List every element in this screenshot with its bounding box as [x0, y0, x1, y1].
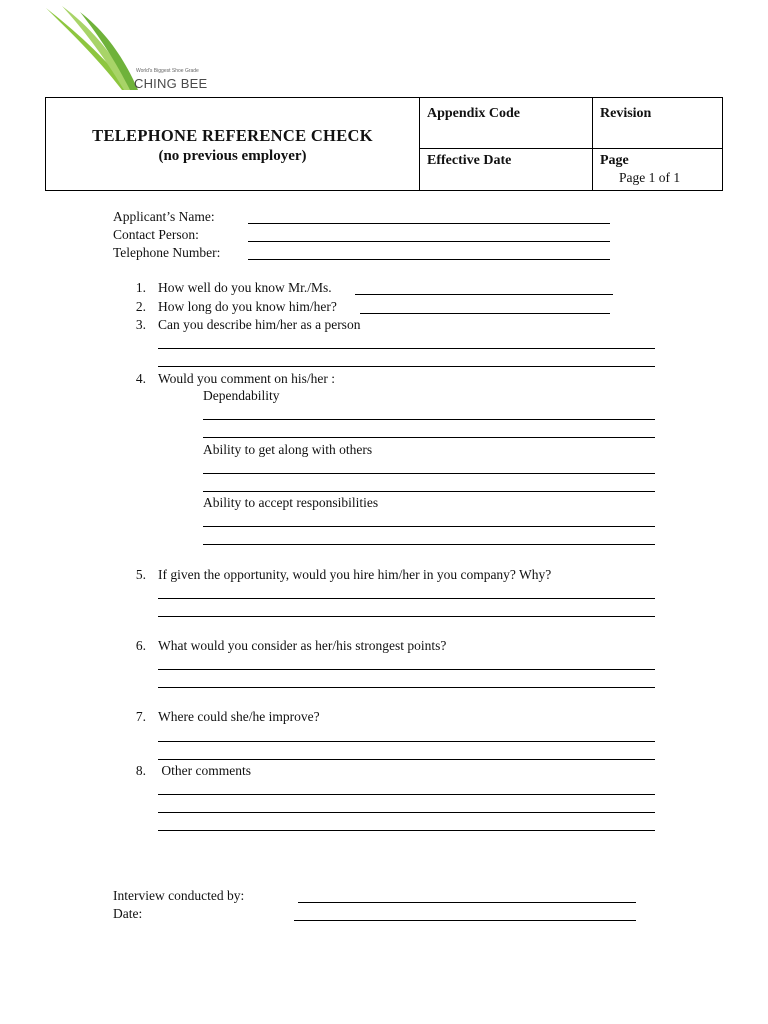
get-along-answer-line[interactable] [203, 491, 655, 492]
effective-date-cell [420, 149, 593, 191]
dependability-answer-line[interactable] [203, 419, 655, 420]
question-3-text: Can you describe him/her as a person [158, 317, 361, 332]
document-header-table [45, 97, 723, 191]
logo-swoosh-2 [62, 6, 133, 90]
question-8-answer-line[interactable] [158, 812, 655, 813]
page-number: Page 1 of 1 [619, 170, 681, 185]
applicant-name-field[interactable] [248, 223, 610, 224]
responsibilities-answer-line[interactable] [203, 544, 655, 545]
question-3-answer-line[interactable] [158, 366, 655, 367]
question-number: 8. [135, 763, 146, 778]
responsibilities-answer-line[interactable] [203, 526, 655, 527]
interview-conducted-label: Interview conducted by: [113, 888, 245, 903]
interview-conducted-field[interactable] [298, 902, 636, 903]
get-along-answer-line[interactable] [203, 473, 655, 474]
question-1-text: How well do you know Mr./Ms. [158, 280, 332, 295]
question-1-answer-field[interactable] [355, 294, 613, 295]
applicant-name-label: Applicant’s Name: [113, 209, 215, 224]
sub-item-responsibilities: Ability to accept responsibilities [203, 495, 379, 510]
question-2-answer-field[interactable] [360, 313, 610, 314]
question-6-answer-line[interactable] [158, 687, 655, 688]
logo-wordmark: CHING BEE [134, 76, 208, 91]
contact-person-label: Contact Person: [113, 227, 199, 242]
telephone-number-label: Telephone Number: [113, 245, 221, 260]
date-label: Date: [113, 906, 143, 921]
document-subtitle: (no previous employer) [158, 147, 307, 164]
page-label: Page [600, 153, 629, 168]
logo-caption: World's Biggest Shoe Grade [136, 68, 199, 74]
question-8-answer-line[interactable] [158, 794, 655, 795]
question-2-text: How long do you know him/her? [158, 299, 337, 314]
question-8-answer-line[interactable] [158, 830, 655, 831]
question-7-answer-line[interactable] [158, 741, 655, 742]
revision-cell [593, 98, 723, 149]
question-8-text: Other comments [158, 763, 251, 778]
contact-person-field[interactable] [248, 241, 610, 242]
telephone-number-field[interactable] [248, 259, 610, 260]
question-number: 7. [135, 709, 146, 724]
appendix-code-label: Appendix Code [427, 106, 520, 121]
question-5-answer-line[interactable] [158, 598, 655, 599]
dependability-answer-line[interactable] [203, 437, 655, 438]
question-number: 3. [135, 317, 146, 332]
question-7-answer-line[interactable] [158, 759, 655, 760]
question-number: 6. [135, 638, 146, 653]
appendix-code-cell [420, 98, 593, 149]
question-number: 5. [135, 567, 146, 582]
question-5-text: If given the opportunity, would you hire him/her in you company? Why? [158, 567, 552, 582]
sub-item-get-along: Ability to get along with others [203, 442, 373, 457]
question-6-answer-line[interactable] [158, 669, 655, 670]
question-5-answer-line[interactable] [158, 616, 655, 617]
question-number: 4. [135, 371, 146, 386]
question-number: 2. [135, 299, 146, 314]
sub-item-dependability: Dependability [203, 388, 280, 403]
question-6-text: What would you consider as her/his strongest points? [158, 638, 447, 653]
document-title-cell [46, 98, 420, 191]
question-number: 1. [135, 280, 146, 295]
revision-label: Revision [600, 106, 652, 121]
document-title: TELEPHONE REFERENCE CHECK [92, 125, 373, 145]
date-field[interactable] [294, 920, 636, 921]
effective-date-label: Effective Date [427, 153, 512, 168]
question-7-text: Where could she/he improve? [158, 709, 320, 724]
question-3-answer-line[interactable] [158, 348, 655, 349]
question-4-text: Would you comment on his/her : [158, 371, 336, 386]
page-cell [593, 149, 723, 191]
